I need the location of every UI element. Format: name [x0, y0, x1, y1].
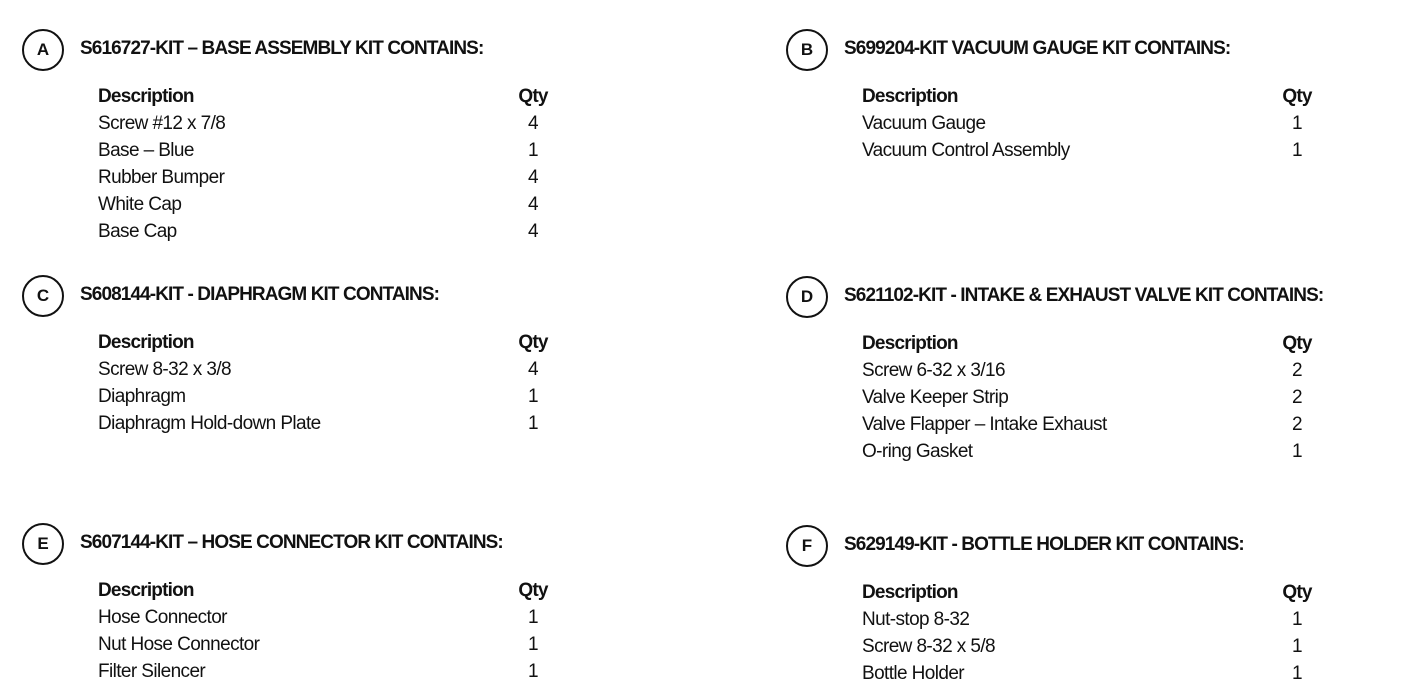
- item-description: Screw 6-32 x 3/16: [862, 360, 1005, 381]
- kit-letter-badge: E: [22, 523, 64, 565]
- item-description: White Cap: [98, 194, 182, 215]
- table-row: [862, 609, 1322, 636]
- table-row: [862, 441, 1322, 468]
- table-row: [98, 359, 558, 386]
- item-description: Hose Connector: [98, 607, 227, 628]
- kit-letter-badge: C: [22, 275, 64, 317]
- kit-parts-table: [862, 333, 1322, 468]
- qty-header: Qty: [1282, 86, 1312, 107]
- kit-parts-table: [862, 86, 1322, 167]
- description-header: Description: [98, 86, 194, 107]
- item-qty: 4: [528, 167, 538, 188]
- table-row: [98, 113, 558, 140]
- kit-title: S607144-KIT – HOSE CONNECTOR KIT CONTAINS:: [80, 532, 503, 553]
- item-description: Nut-stop 8-32: [862, 609, 970, 630]
- item-description: Diaphragm: [98, 386, 186, 407]
- item-qty: 1: [528, 386, 538, 407]
- item-qty: 1: [1292, 113, 1302, 134]
- item-description: Valve Flapper – Intake Exhaust: [862, 414, 1107, 435]
- qty-header: Qty: [518, 580, 548, 601]
- item-description: Valve Keeper Strip: [862, 387, 1009, 408]
- table-row: [98, 661, 558, 688]
- item-description: Bottle Holder: [862, 663, 965, 684]
- table-header: [98, 86, 558, 113]
- item-qty: 1: [1292, 609, 1302, 630]
- table-row: [98, 386, 558, 413]
- kit-parts-table: [862, 582, 1322, 690]
- table-header: [862, 333, 1322, 360]
- table-header: [862, 86, 1322, 113]
- kit-parts-table: [98, 580, 558, 688]
- item-description: Screw #12 x 7/8: [98, 113, 226, 134]
- kit-title: S621102-KIT - INTAKE & EXHAUST VALVE KIT CONTAINS:: [844, 285, 1324, 306]
- item-qty: 2: [1292, 414, 1302, 435]
- item-description: O-ring Gasket: [862, 441, 973, 462]
- item-description: Vacuum Gauge: [862, 113, 986, 134]
- item-qty: 2: [1292, 387, 1302, 408]
- qty-header: Qty: [518, 86, 548, 107]
- table-row: [862, 113, 1322, 140]
- kit-letter-badge: D: [786, 276, 828, 318]
- table-row: [862, 387, 1322, 414]
- kit-letter-badge: B: [786, 29, 828, 71]
- item-qty: 1: [528, 661, 538, 682]
- kit-title: S629149-KIT - BOTTLE HOLDER KIT CONTAINS:: [844, 534, 1244, 555]
- item-qty: 2: [1292, 360, 1302, 381]
- item-description: Filter Silencer: [98, 661, 206, 682]
- table-row: [862, 414, 1322, 441]
- item-description: Screw 8-32 x 5/8: [862, 636, 995, 657]
- table-row: [862, 360, 1322, 387]
- description-header: Description: [862, 86, 958, 107]
- table-row: [98, 221, 558, 248]
- item-qty: 4: [528, 359, 538, 380]
- qty-header: Qty: [1282, 582, 1312, 603]
- table-row: [98, 607, 558, 634]
- item-qty: 1: [528, 413, 538, 434]
- table-row: [862, 140, 1322, 167]
- qty-header: Qty: [518, 332, 548, 353]
- item-qty: 1: [528, 607, 538, 628]
- item-description: Nut Hose Connector: [98, 634, 260, 655]
- table-row: [98, 167, 558, 194]
- item-qty: 1: [1292, 441, 1302, 462]
- table-header: [98, 332, 558, 359]
- description-header: Description: [862, 333, 958, 354]
- item-description: Vacuum Control Assembly: [862, 140, 1070, 161]
- qty-header: Qty: [1282, 333, 1312, 354]
- description-header: Description: [98, 580, 194, 601]
- item-qty: 1: [1292, 663, 1302, 684]
- item-description: Base – Blue: [98, 140, 194, 161]
- kit-title: S699204-KIT VACUUM GAUGE KIT CONTAINS:: [844, 38, 1231, 59]
- table-row: [98, 634, 558, 661]
- kit-parts-table: [98, 332, 558, 440]
- kit-title: S616727-KIT – BASE ASSEMBLY KIT CONTAINS:: [80, 38, 484, 59]
- description-header: Description: [862, 582, 958, 603]
- item-description: Rubber Bumper: [98, 167, 225, 188]
- table-row: [862, 663, 1322, 690]
- item-qty: 4: [528, 221, 538, 242]
- item-description: Screw 8-32 x 3/8: [98, 359, 231, 380]
- item-qty: 1: [1292, 140, 1302, 161]
- item-description: Base Cap: [98, 221, 177, 242]
- kit-letter-badge: A: [22, 29, 64, 71]
- item-qty: 4: [528, 113, 538, 134]
- table-row: [98, 140, 558, 167]
- kit-title: S608144-KIT - DIAPHRAGM KIT CONTAINS:: [80, 284, 440, 305]
- item-qty: 1: [528, 634, 538, 655]
- description-header: Description: [98, 332, 194, 353]
- table-row: [98, 194, 558, 221]
- item-qty: 1: [1292, 636, 1302, 657]
- table-row: [98, 413, 558, 440]
- table-header: [862, 582, 1322, 609]
- item-description: Diaphragm Hold-down Plate: [98, 413, 321, 434]
- kit-parts-table: [98, 86, 558, 248]
- item-qty: 1: [528, 140, 538, 161]
- item-qty: 4: [528, 194, 538, 215]
- table-header: [98, 580, 558, 607]
- table-row: [862, 636, 1322, 663]
- kit-letter-badge: F: [786, 525, 828, 567]
